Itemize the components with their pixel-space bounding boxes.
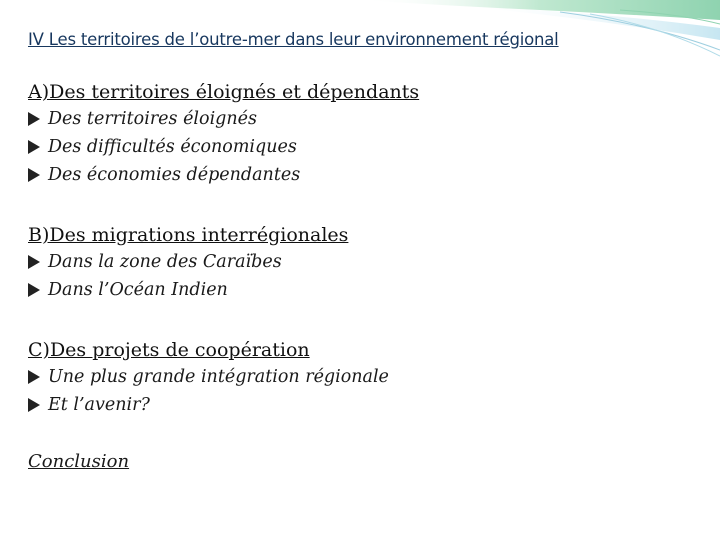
conclusion-heading: Conclusion: [28, 451, 130, 472]
list-item-text: Des difficultés économiques: [48, 137, 297, 157]
arrow-bullet-icon: [28, 398, 40, 412]
list-item-text: Et l’avenir?: [48, 395, 150, 415]
list-item: [28, 391, 389, 419]
arrow-bullet-icon: [28, 283, 40, 297]
section-heading: C)Des projets de coopération: [28, 339, 310, 361]
list-item-text: Dans l’Océan Indien: [48, 280, 228, 300]
arrow-bullet-icon: [28, 112, 40, 126]
list-item: [28, 248, 348, 276]
section-heading: A)Des territoires éloignés et dépendants: [28, 81, 420, 103]
list-item: [28, 363, 389, 391]
section-b: [28, 222, 348, 304]
section-c: [28, 337, 389, 419]
list-item: [28, 161, 419, 189]
list-item: [28, 133, 419, 161]
section-a: [28, 79, 419, 189]
arrow-bullet-icon: [28, 140, 40, 154]
list-item: [28, 105, 419, 133]
arrow-bullet-icon: [28, 370, 40, 384]
list-item-text: Une plus grande intégration régionale: [48, 367, 389, 387]
list-item-text: Dans la zone des Caraïbes: [48, 252, 282, 272]
list-item-text: Des territoires éloignés: [48, 109, 257, 129]
arrow-bullet-icon: [28, 168, 40, 182]
slide-title: IV Les territoires de l’outre-mer dans leur environnement régional: [28, 30, 559, 49]
arrow-bullet-icon: [28, 255, 40, 269]
section-heading: B)Des migrations interrégionales: [28, 224, 349, 246]
list-item: [28, 276, 348, 304]
list-item-text: Des économies dépendantes: [48, 165, 301, 185]
